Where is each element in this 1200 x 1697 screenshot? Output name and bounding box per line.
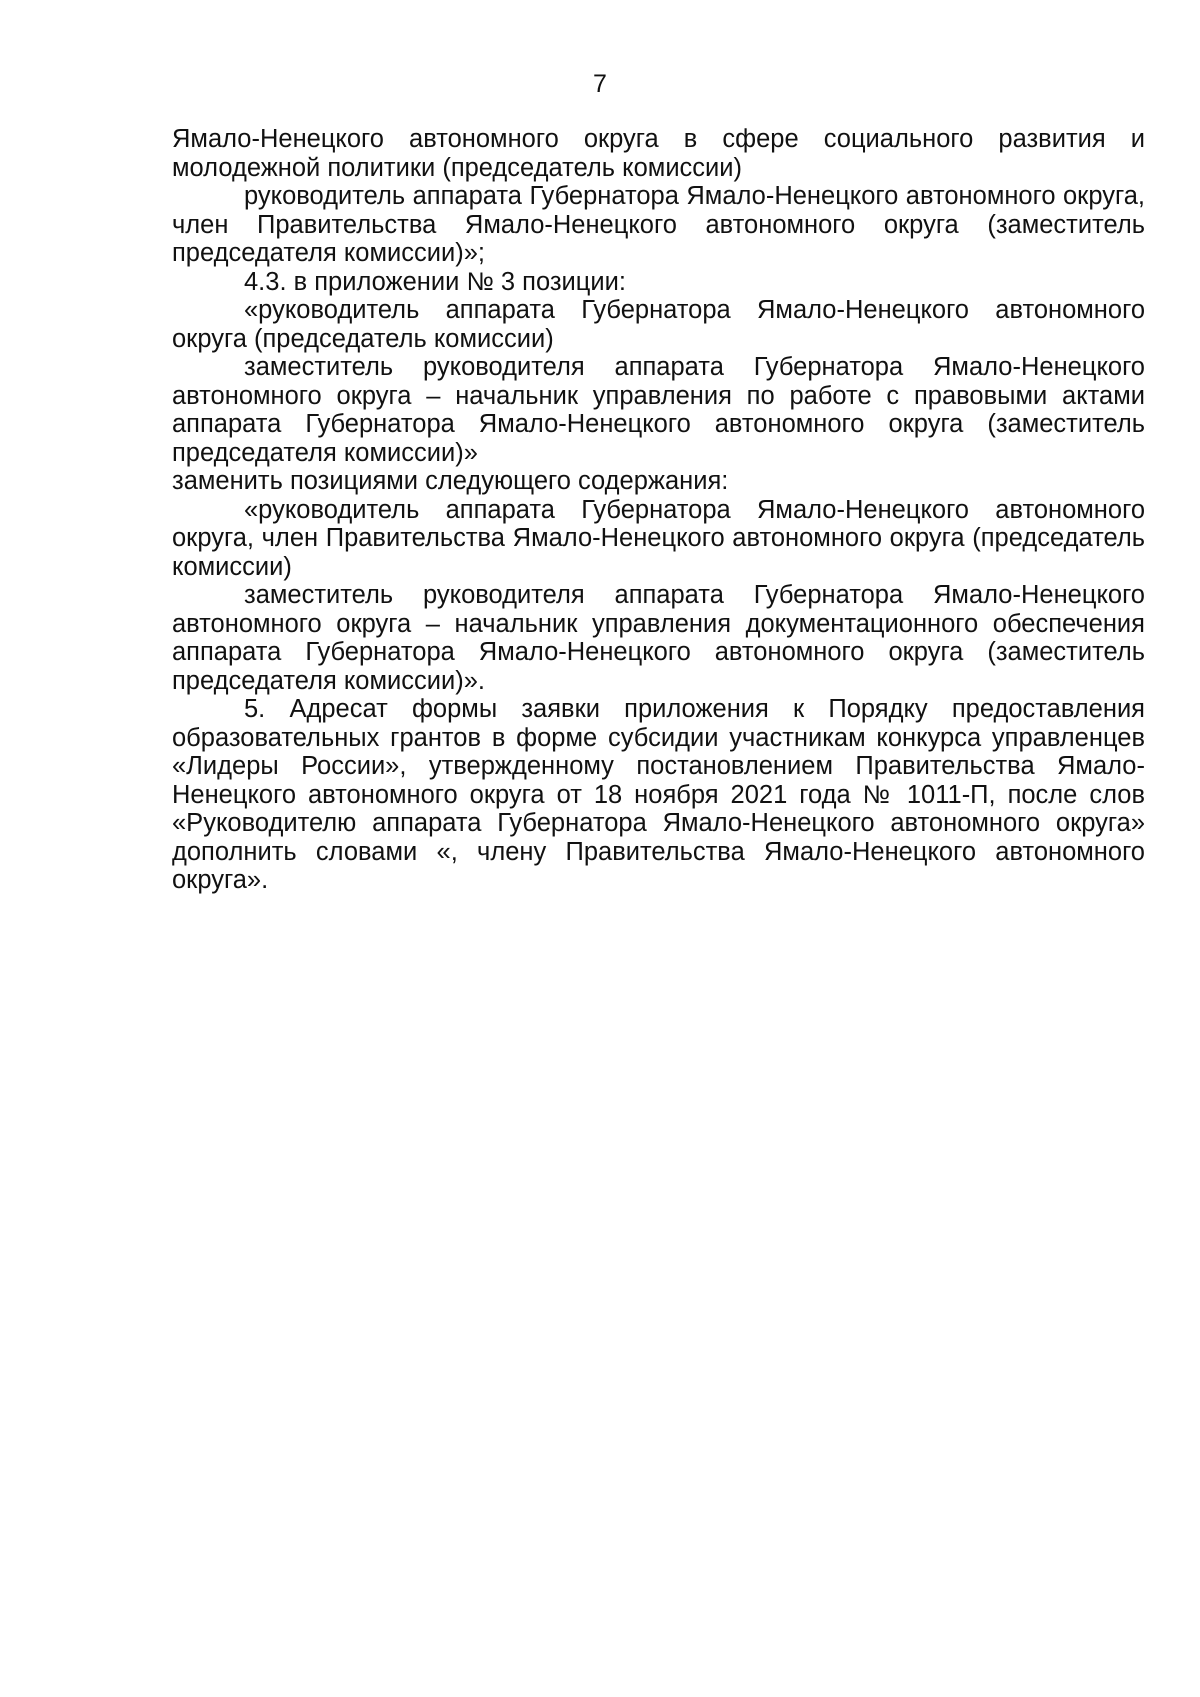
paragraph-4: «руководитель аппарата Губернатора Ямало-Ненецкого автономного округа (председатель комиссии) xyxy=(172,296,1145,353)
paragraph-7: «руководитель аппарата Губернатора Ямало-Ненецкого автономного округа, член Правительства Ямало-Ненецкого автономного округа (председатель комиссии) xyxy=(172,495,1145,581)
paragraph-6: заменить позициями следующего содержания: xyxy=(172,467,729,495)
document-body xyxy=(172,125,1145,895)
paragraph-3: 4.3. в приложении № 3 позиции: xyxy=(244,267,626,296)
paragraph-2: руководитель аппарата Губернатора Ямало-Ненецкого автономного округа, член Правительства Ямало-Ненецкого автономного округа (заместитель председателя комиссии)»; xyxy=(172,182,1145,267)
paragraph-5: заместитель руководителя аппарата Губернатора Ямало-Ненецкого автономного округа – начальник управления по работе с правовыми актами аппарата Губернатора Ямало-Ненецкого автономного округа (заместитель председателя комиссии)» xyxy=(172,353,1145,467)
paragraph-1: Ямало-Ненецкого автономного округа в сфере социального развития и молодежной политики (председатель комиссии) xyxy=(172,125,1145,182)
paragraph-9: 5. Адресат формы заявки приложения к Порядку предоставления образовательных грантов в форме субсидии участникам конкурса управленцев «Лидеры России», утвержденному постановлением Правительства Ямало-Ненецкого автономного округа от 18 ноября 2021 года № 1011-П, после слов «Руководителю аппарата Губернатора Ямало-Ненецкого автономного округа» дополнить словами «, члену Правительства Ямало-Ненецкого автономного округа». xyxy=(172,695,1145,894)
paragraph-8: заместитель руководителя аппарата Губернатора Ямало-Ненецкого автономного округа – начальник управления документационного обеспечения аппарата Губернатора Ямало-Ненецкого автономного округа (заместитель председателя комиссии)». xyxy=(172,581,1145,695)
page-number: 7 xyxy=(593,70,607,98)
